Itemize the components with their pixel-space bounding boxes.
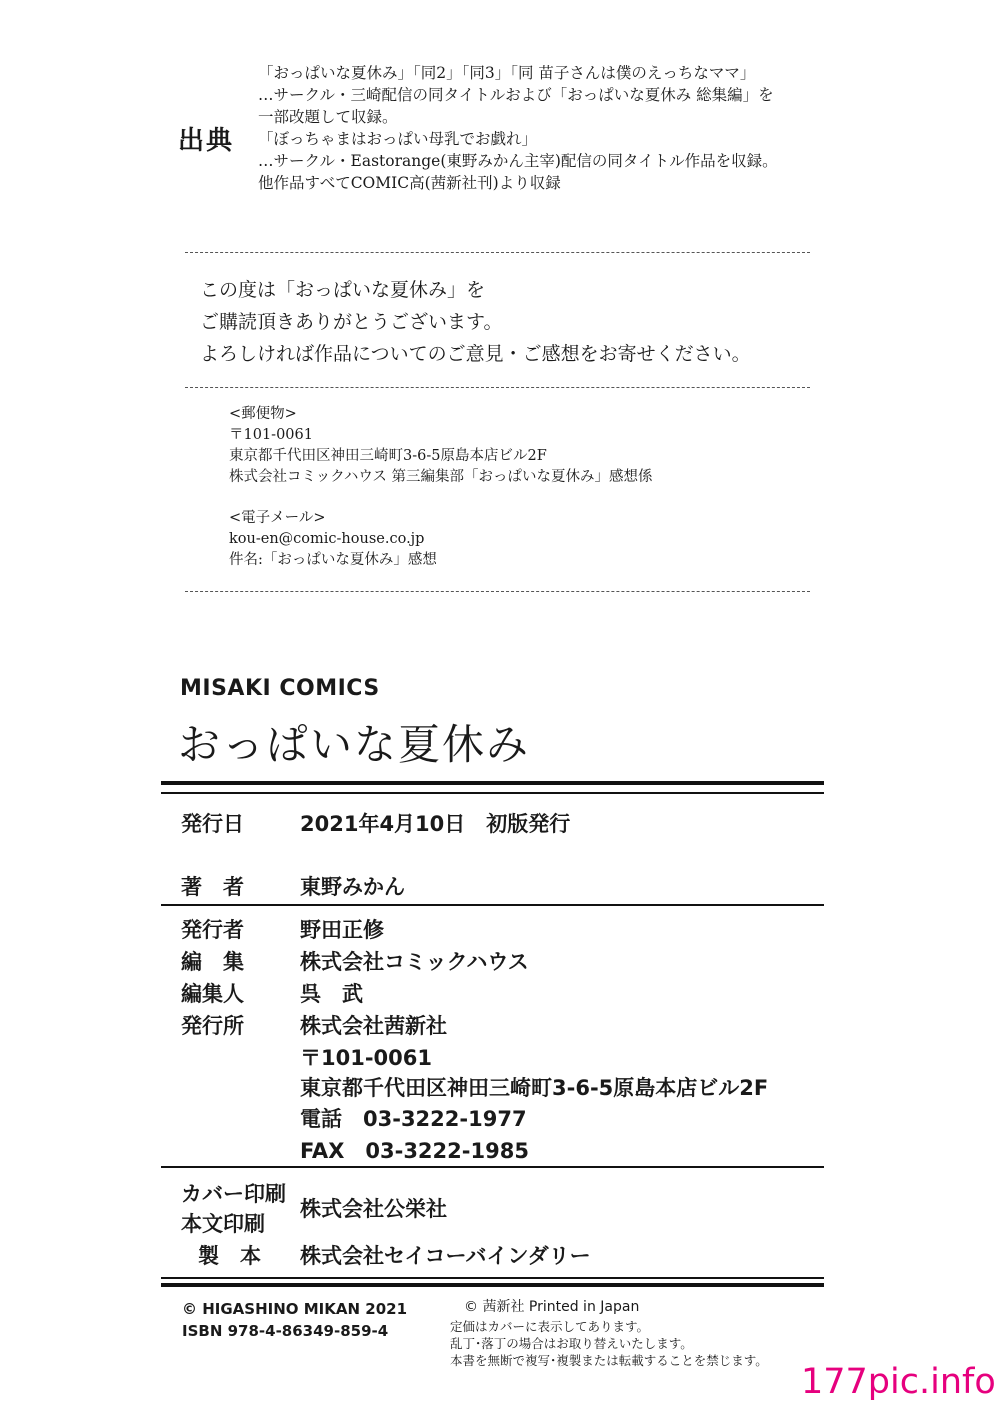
rule-thin	[161, 1277, 824, 1279]
email-subject: 件名:「おっぱいな夏休み」感想	[229, 552, 437, 568]
thanks-line: この度は「おっぱいな夏休み」を	[200, 279, 486, 301]
source-line: 「おっぱいな夏休み」「同2」「同3」「同 苗子さんは僕のえっちなママ」	[258, 64, 756, 82]
divider-dashed	[185, 591, 810, 592]
source-lines	[258, 62, 818, 194]
thanks-line: よろしければ作品についてのご意見・ご感想をお寄せください。	[200, 343, 751, 365]
office-label: 発行所	[181, 1014, 244, 1038]
source-line: …サークル・三崎配信の同タイトルおよび「おっぱいな夏休み 総集編」を	[258, 86, 774, 104]
source-line: …サークル・Eastorange(東野みかん主宰)配信の同タイトル作品を収録。	[258, 152, 778, 170]
watermark: 177pic.info	[801, 1362, 996, 1402]
text-print-label: 本文印刷	[181, 1212, 265, 1236]
chief-editor-label: 編集人	[181, 982, 244, 1006]
publish-date-label: 発行日	[181, 812, 244, 836]
source-line: 「ぼっちゃまはおっぱい母乳でお戯れ」	[258, 130, 538, 148]
mail-dept: 株式会社コミックハウス 第三編集部「おっぱいな夏休み」感想係	[229, 469, 653, 485]
copyright: © HIGASHINO MIKAN 2021	[182, 1300, 408, 1318]
mail-address: 東京都千代田区神田三崎町3-6-5原島本店ビル2F	[229, 448, 547, 464]
office-fax: FAX 03-3222-1985	[300, 1139, 529, 1163]
email-address[interactable]: kou-en@comic-house.co.jp	[229, 531, 425, 547]
source-line: 他作品すべてCOMIC高(茜新社刊)より収録	[258, 174, 561, 192]
rule-thin	[161, 792, 824, 794]
publisher-label: 発行者	[181, 918, 244, 942]
footer-left	[182, 1298, 407, 1342]
note-line: 乱丁･落丁の場合はお取り替えいたします。	[450, 1336, 693, 1351]
book-title: おっぱいな夏休み	[178, 720, 531, 769]
note-line: 本書を無断で複写･複製または転載することを禁じます。	[450, 1353, 768, 1368]
divider-dashed	[185, 387, 810, 388]
email-header: <電子メール>	[229, 510, 326, 526]
office-address: 東京都千代田区神田三崎町3-6-5原島本店ビル2F	[300, 1076, 769, 1100]
mail-postal: 〒101-0061	[229, 427, 313, 443]
contact-info	[229, 404, 789, 571]
editor-label: 編 集	[181, 950, 244, 974]
series-name: MISAKI COMICS	[180, 676, 380, 701]
printer-name: 株式会社公栄社	[300, 1197, 447, 1221]
publish-date: 2021年4月10日 初版発行	[300, 812, 571, 836]
source-line: 一部改題して収録。	[258, 108, 398, 126]
rule	[161, 1166, 824, 1168]
rule	[161, 904, 824, 906]
rule-thick	[161, 1283, 824, 1287]
chief-editor-name: 呉 武	[300, 982, 363, 1006]
divider-dashed	[185, 252, 810, 253]
cover-print-label: カバー印刷	[181, 1182, 286, 1206]
office-postal: 〒101-0061	[300, 1046, 432, 1070]
rule-thick	[161, 781, 824, 785]
note-line: 定価はカバーに表示してあります。	[450, 1319, 650, 1334]
office-tel: 電話 03-3222-1977	[300, 1107, 527, 1131]
binder-name: 株式会社セイコーバインダリー	[300, 1244, 591, 1268]
office-name: 株式会社茜新社	[300, 1014, 447, 1038]
publisher-mark: © 茜新社 Printed in Japan	[464, 1299, 640, 1315]
author-label: 著 者	[181, 875, 244, 899]
author-name: 東野みかん	[300, 875, 405, 899]
source-label: 出典	[178, 126, 235, 156]
editor-name: 株式会社コミックハウス	[300, 950, 529, 974]
binding-label: 製 本	[198, 1244, 261, 1268]
isbn: ISBN 978-4-86349-859-4	[182, 1322, 389, 1340]
thanks-line: ご購読頂きありがとうございます。	[200, 311, 503, 333]
thanks-message	[200, 274, 800, 370]
footer-notes	[450, 1318, 768, 1369]
publisher-name: 野田正修	[300, 918, 384, 942]
mail-header: <郵便物>	[229, 406, 297, 422]
